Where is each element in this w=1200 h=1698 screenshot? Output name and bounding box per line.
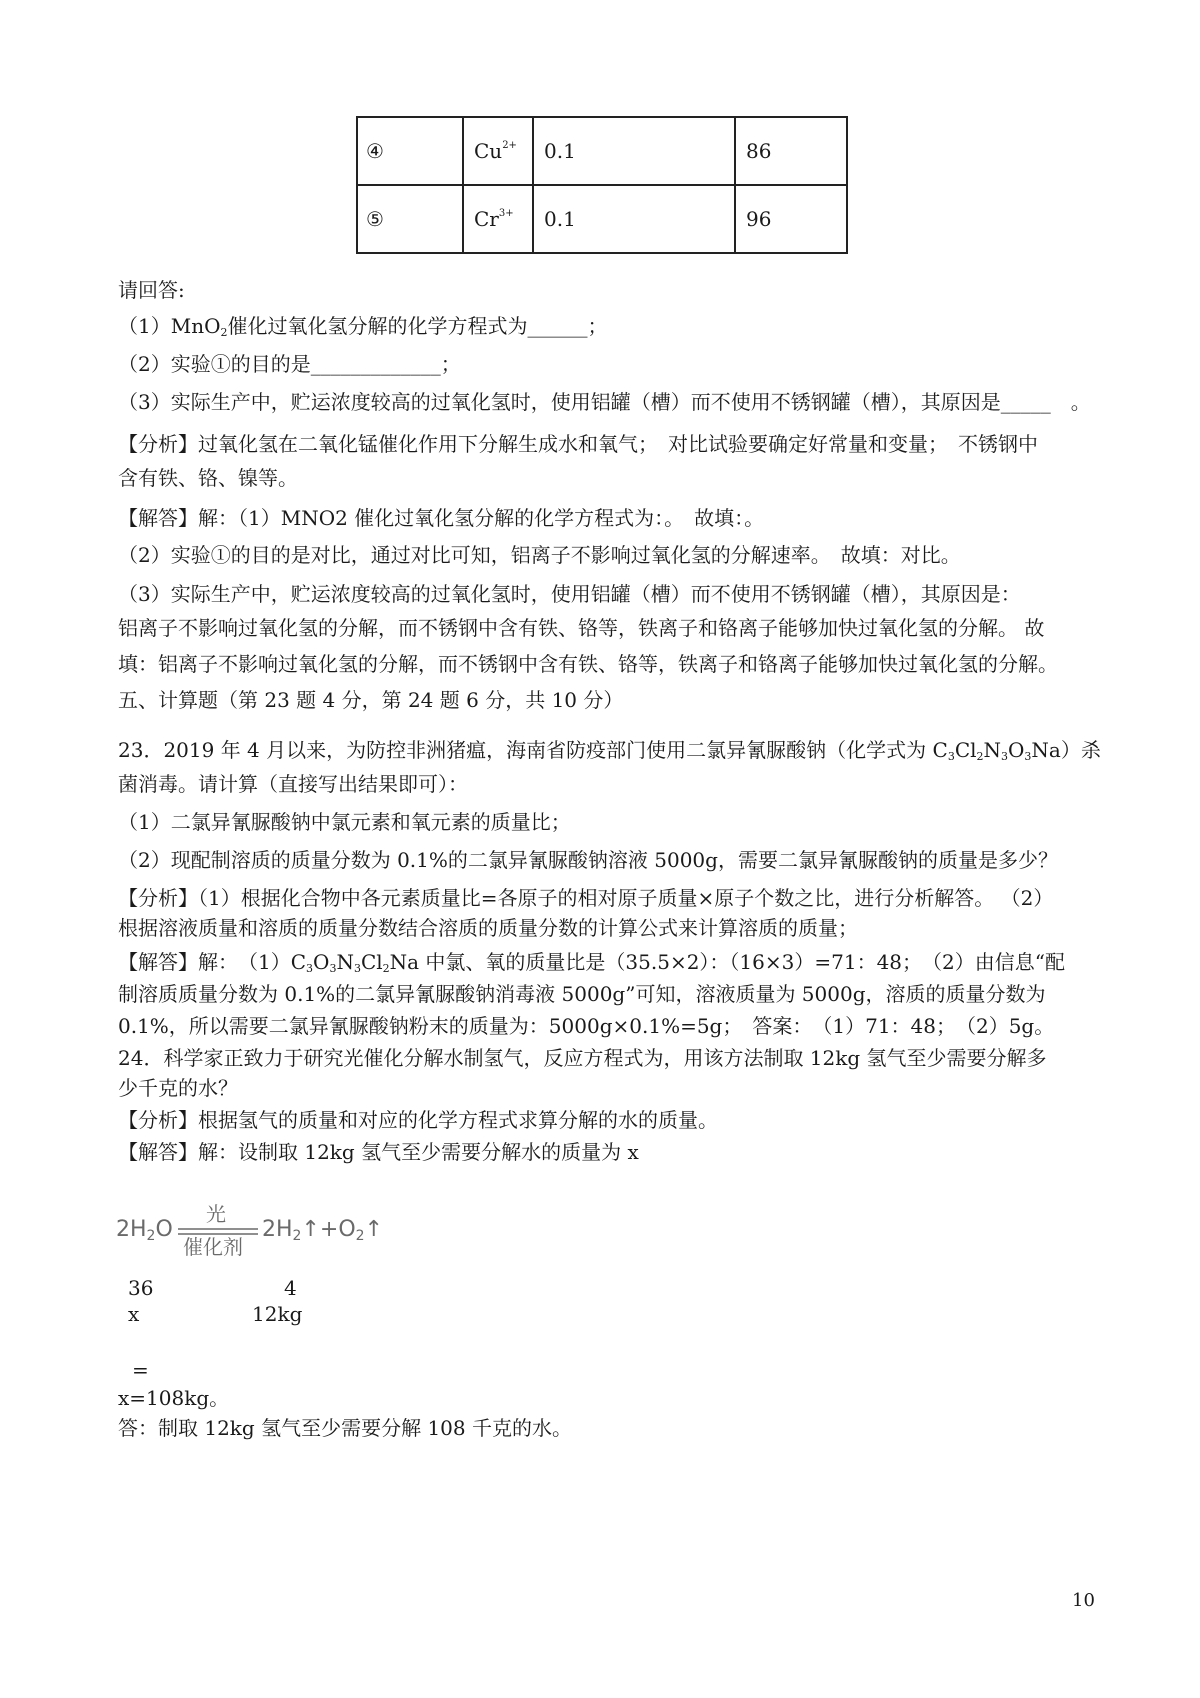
equals-sign: = xyxy=(132,1358,149,1382)
answer-text: 填：铝离子不影响过氧化氢的分解，而不锈钢中含有铁、铬等，铁离子和铬离子能够加快过氧化氢的分解。 xyxy=(118,652,1058,676)
analysis-text: 【分析】（1）根据化合物中各元素质量比=各原子的相对原子质量×原子个数之比，进行分析解答。 （2） xyxy=(118,886,1054,910)
answer-text: 【解答】解：（1）MNO2 催化过氧化氢分解的化学方程式为：。 故填：。 xyxy=(118,506,765,530)
question-2: （2）实验①的目的是_____________； xyxy=(118,352,461,376)
answer-text: 铝离子不影响过氧化氢的分解，而不锈钢中含有铁、铬等，铁离子和铬离子能够加快过氧化氢的分解。 故 xyxy=(118,616,1045,640)
svg-text:2H2↑+O2↑: 2H2↑+O2↑ xyxy=(262,1217,384,1244)
variable-value: x xyxy=(128,1302,140,1326)
question-24: 少千克的水？ xyxy=(118,1076,238,1100)
svg-text:2H2O: 2H2O xyxy=(116,1217,173,1244)
table-cell-result: 96 xyxy=(735,185,847,253)
answer-text: 制溶质质量分数为 0.1%的二氯异氰脲酸钠消毒液 5000g”可知，溶液质量为 5000g，溶质的质量分数为 xyxy=(118,982,1046,1006)
analysis-text: 【分析】过氧化氢在二氧化锰催化作用下分解生成水和氧气； 对比试验要确定好常量和变量； 不锈钢中 xyxy=(118,432,1038,456)
catalyst-below: 催化剂 xyxy=(183,1235,243,1259)
question-23: 23．2019 年 4 月以来，为防控非洲猪瘟，海南省防疫部门使用二氯异氰脲酸钠（化学式为 $C_3Cl_2N_3O_3Na$）杀 xyxy=(118,738,1101,763)
table-cell-no: ④ xyxy=(357,117,463,185)
prompt-text: 请回答: xyxy=(118,278,185,302)
final-answer: 答：制取 12kg 氢气至少需要分解 108 千克的水。 xyxy=(118,1416,572,1440)
question-23-2: （2）现配制溶质的质量分数为 0.1%的二氯异氰脲酸钠溶液 5000g，需要二氯异氰脲酸钠的质量是多少？ xyxy=(118,848,1058,872)
page-number: 10 xyxy=(1072,1590,1095,1611)
analysis-text: 【分析】根据氢气的质量和对应的化学方程式求算分解的水的质量。 xyxy=(118,1108,718,1132)
table-cell-conc: 0.1 xyxy=(533,185,735,253)
section-heading: 五、计算题（第 23 题 4 分，第 24 题 6 分，共 10 分） xyxy=(118,688,624,712)
table-cell-ion: $Cu^{2+}$ xyxy=(463,117,533,185)
variable-value: 12kg xyxy=(252,1302,303,1326)
question-23: 菌消毒。请计算（直接写出结果即可）： xyxy=(118,772,468,796)
analysis-text: 根据溶液质量和溶质的质量分数结合溶质的质量分数的计算公式来计算溶质的质量； xyxy=(118,916,858,940)
answer-text: （3）实际生产中，贮运浓度较高的过氧化氢时，使用铝罐（槽）而不使用不锈钢罐（槽），其原因是： xyxy=(118,582,1021,606)
question-1: （1）MnO$_2$催化过氧化氢分解的化学方程式为______； xyxy=(118,314,608,339)
condition-above: 光 xyxy=(206,1202,226,1226)
table-cell-no: ⑤ xyxy=(357,185,463,253)
answer-text: （2）实验①的目的是对比，通过对比可知，铝离子不影响过氧化氢的分解速率。 故填：对比。 xyxy=(118,543,961,567)
mass-value: 36 xyxy=(128,1276,154,1300)
table-row xyxy=(357,185,847,253)
answer-text: 0.1%，所以需要二氯异氰脲酸钠粉末的质量为：5000g×0.1%=5g； 答案： （1）71：48； （2）5g。 xyxy=(118,1014,1055,1038)
table-row xyxy=(357,117,847,185)
chemical-equation xyxy=(116,1196,406,1260)
table-cell-result: 86 xyxy=(735,117,847,185)
table-cell-ion: $Cr^{3+}$ xyxy=(463,185,533,253)
analysis-text: 含有铁、铬、镍等。 xyxy=(118,466,298,490)
result-text: x=108kg。 xyxy=(118,1386,230,1410)
table-cell-conc: 0.1 xyxy=(533,117,735,185)
question-24: 24．科学家正致力于研究光催化分解水制氢气，反应方程式为，用该方法制取 12kg 氢气至少需要分解多 xyxy=(118,1046,1047,1070)
question-23-1: （1）二氯异氰脲酸钠中氯元素和氧元素的质量比； xyxy=(118,810,571,834)
answer-text: 【解答】解：设制取 12kg 氢气至少需要分解水的质量为 x xyxy=(118,1140,639,1164)
question-3: （3）实际生产中，贮运浓度较高的过氧化氢时，使用铝罐（槽）而不使用不锈钢罐（槽），其原因是_____ 。 xyxy=(118,390,1091,414)
mass-value: 4 xyxy=(284,1276,297,1300)
experiment-table xyxy=(356,116,848,254)
answer-text: 【解答】解： $(1)C_3O_3N_3Cl_2Na$ 中氯、氧的质量比是（35.5×2）：（16×3）=71：48； （2）由信息“配 xyxy=(118,950,1065,975)
